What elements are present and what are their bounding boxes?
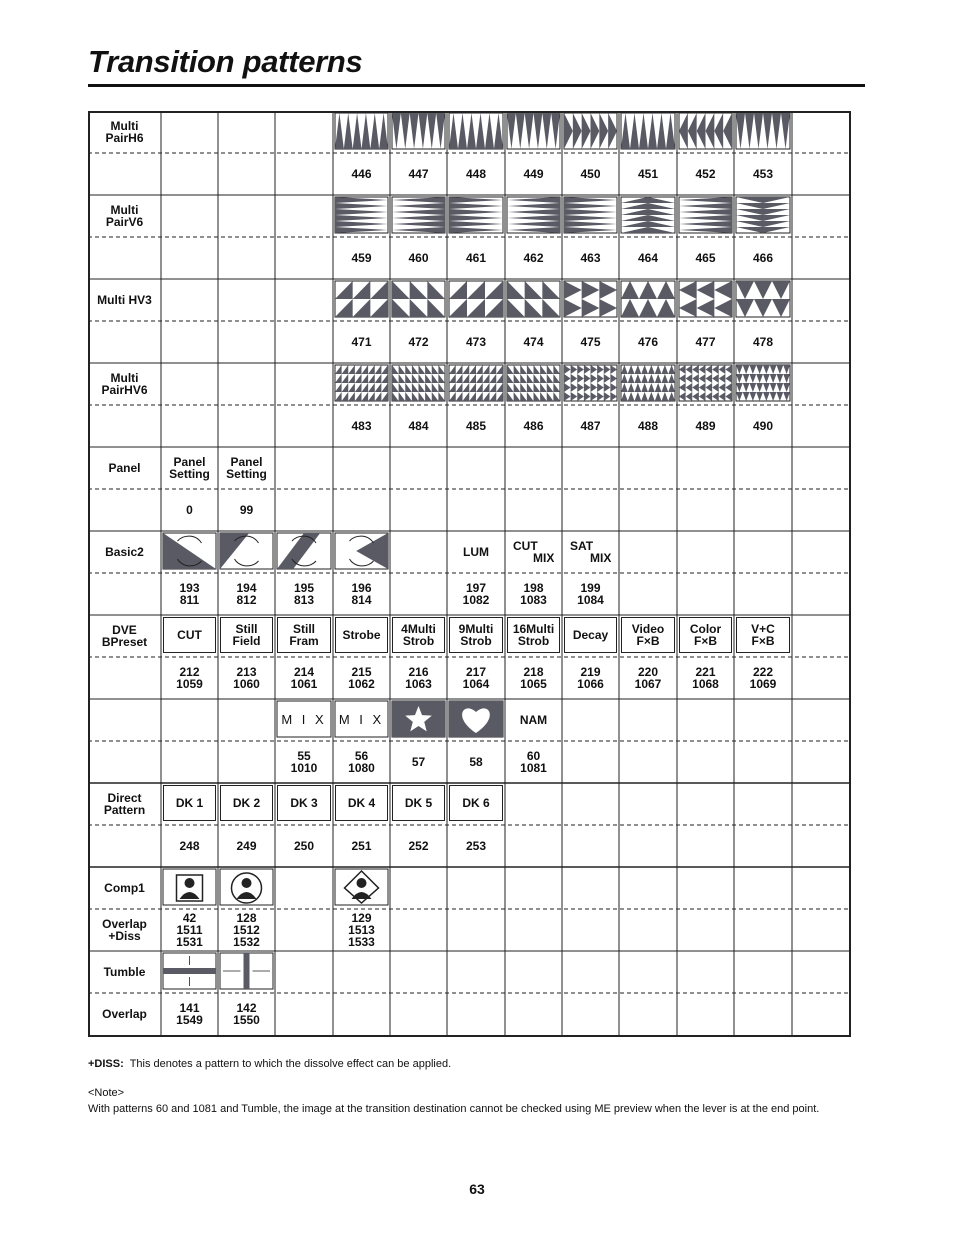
pattern-number: 252: [408, 839, 429, 853]
heart-icon: [449, 701, 503, 737]
pattern-number: 449: [523, 167, 544, 181]
pattern-number: 215 1062: [348, 665, 375, 691]
pattern-number: 219 1066: [577, 665, 604, 691]
fine-l-icon: [679, 365, 732, 401]
pattern-button: DK 6: [449, 785, 503, 821]
v-tri-up-icon: [621, 113, 675, 149]
h-arrow-left-icon: [679, 113, 732, 149]
pattern-number: 212 1059: [176, 665, 203, 691]
pattern-number: 474: [523, 335, 544, 349]
row-label: DVE BPreset: [101, 623, 148, 649]
mix-pattern-icon: [277, 701, 331, 737]
pattern-number: 472: [408, 335, 429, 349]
row-label: Direct Pattern: [103, 791, 146, 817]
pattern-button: Decay: [564, 617, 617, 653]
pattern-button: 4Multi Strob: [392, 617, 445, 653]
pattern-number: 477: [695, 335, 716, 349]
pattern-number: 248: [179, 839, 200, 853]
pattern-number: 464: [637, 251, 659, 265]
diss-note: [88, 1058, 451, 1071]
v-stack-up-icon: [621, 197, 675, 233]
pattern-number: 0: [186, 503, 193, 517]
table-grid: [88, 111, 851, 1037]
star-icon: [392, 701, 445, 737]
diag-b-icon: [507, 281, 560, 317]
fine-b-icon: [507, 365, 560, 401]
pattern-number: 463: [580, 251, 601, 265]
pattern-number: 216 1063: [405, 665, 432, 691]
pattern-number: 197 1082: [462, 581, 490, 607]
h-arrow-right-icon: [564, 113, 617, 149]
pattern-number: 99: [239, 503, 254, 517]
mix-label: M I X: [281, 712, 327, 727]
pattern-number: 199 1084: [577, 581, 604, 607]
person-silhouette-icon: [335, 869, 388, 905]
fine-a-icon: [449, 365, 503, 401]
pattern-button: V+C F×B: [736, 617, 790, 653]
pattern-number: 221 1068: [692, 665, 719, 691]
pattern-number: 218 1065: [520, 665, 547, 691]
row-label: Panel: [108, 461, 141, 475]
pattern-number: 473: [465, 335, 487, 349]
v-tri-down-icon: [736, 113, 790, 149]
fine-b-icon: [392, 365, 445, 401]
rot-a-icon: [163, 533, 216, 569]
rot-c-icon: [277, 533, 331, 569]
pattern-number: 486: [523, 419, 544, 433]
pattern-number: 471: [351, 335, 372, 349]
pattern-number: 487: [580, 419, 601, 433]
pattern-button: DK 2: [220, 785, 273, 821]
pattern-number: 451: [637, 167, 659, 181]
pattern-number: 217 1064: [462, 665, 490, 691]
pattern-number: 142 1550: [233, 1001, 260, 1027]
pattern-button: DK 3: [277, 785, 331, 821]
pattern-number: 484: [408, 419, 429, 433]
fine-r-icon: [564, 365, 617, 401]
fine-a-icon: [335, 365, 388, 401]
mix-pattern-icon: [335, 701, 388, 737]
pattern-number: 194 812: [236, 581, 257, 607]
pattern-number: 462: [523, 251, 544, 265]
row-label: Multi PairV6: [105, 203, 144, 229]
pattern-number: 58: [469, 755, 483, 769]
tumble-v-icon: [220, 953, 273, 989]
tri-right-icon: [564, 281, 617, 317]
row-label: Overlap +Diss: [102, 917, 147, 943]
fine-d-icon: [736, 365, 790, 401]
pattern-number: 198 1083: [520, 581, 547, 607]
transition-pattern-table: [88, 111, 851, 1037]
h-wedge-r-icon: [564, 197, 617, 233]
diss-text: This denotes a pattern to which the dissolve effect can be applied.: [129, 1058, 452, 1070]
h-wedge-l-icon: [392, 197, 445, 233]
page-title: Transition patterns: [88, 44, 363, 79]
diag-a-icon: [335, 281, 388, 317]
pattern-button: Still Field: [220, 617, 273, 653]
pattern-number: 459: [351, 251, 372, 265]
row-label: Basic2: [105, 545, 144, 559]
pattern-button: DK 4: [335, 785, 388, 821]
rot-d-icon: [335, 533, 388, 569]
tri-down-icon: [736, 281, 790, 317]
pattern-number: 196 814: [351, 581, 372, 607]
row-label: Overlap: [102, 1007, 147, 1021]
h-wedge-r-icon: [335, 197, 388, 233]
pattern-number: 450: [580, 167, 601, 181]
pattern-number: 57: [411, 755, 426, 769]
v-tri-down-icon: [507, 113, 560, 149]
pattern-number: 488: [637, 419, 659, 433]
pattern-number: 478: [752, 335, 774, 349]
pattern-number: 490: [752, 419, 774, 433]
pattern-number: 485: [465, 419, 487, 433]
pattern-number: 129 1513 1533: [348, 911, 375, 949]
v-tri-down-icon: [392, 113, 445, 149]
pattern-name: Panel Setting: [226, 455, 267, 481]
pattern-name: NAM: [519, 713, 548, 727]
pattern-number: 253: [465, 839, 487, 853]
pattern-number: 222 1069: [749, 665, 777, 691]
pattern-number: 214 1061: [290, 665, 318, 691]
v-tri-up-icon: [449, 113, 503, 149]
v-tri-up-icon: [335, 113, 388, 149]
note-heading: <Note>: [88, 1087, 125, 1099]
pattern-name: Panel Setting: [169, 455, 210, 481]
pattern-name: SAT MIX: [570, 539, 612, 565]
pattern-button: Video F×B: [621, 617, 675, 653]
note-text: With patterns 60 and 1081 and Tumble, the image at the transition destination cannot be checked using ME preview when the lever is at the end point.: [88, 1103, 820, 1115]
pattern-number: 141 1549: [176, 1001, 203, 1027]
pattern-number: 460: [408, 251, 429, 265]
pattern-name: LUM: [463, 545, 489, 559]
title-rule: [88, 84, 865, 87]
pattern-number: 466: [752, 251, 774, 265]
row-label: Multi PairHV6: [101, 371, 148, 397]
pattern-button: 16Multi Strob: [507, 617, 560, 653]
pattern-number: 250: [293, 839, 315, 853]
pattern-number: 56 1080: [348, 749, 375, 775]
pattern-name: CUT MIX: [513, 539, 555, 565]
pattern-number: 195 813: [293, 581, 315, 607]
fine-u-icon: [621, 365, 675, 401]
pattern-number: 448: [465, 167, 487, 181]
row-label: Comp1: [104, 881, 145, 895]
pattern-number: 476: [637, 335, 659, 349]
pattern-button: CUT: [163, 617, 216, 653]
pattern-number: 489: [695, 419, 716, 433]
pattern-number: 447: [408, 167, 429, 181]
v-stack-down-icon: [736, 197, 790, 233]
pattern-number: 465: [695, 251, 716, 265]
rot-b-icon: [220, 533, 273, 569]
pattern-button: Color F×B: [679, 617, 732, 653]
pattern-button: DK 5: [392, 785, 445, 821]
mix-label: M I X: [338, 712, 385, 727]
pattern-number: 446: [351, 167, 372, 181]
row-label: Multi HV3: [97, 293, 152, 307]
row-label: Multi PairH6: [105, 119, 144, 145]
row-label: Tumble: [103, 965, 146, 979]
pattern-number: 213 1060: [233, 665, 260, 691]
pattern-number: 475: [580, 335, 601, 349]
pattern-number: 483: [351, 419, 372, 433]
pattern-number: 249: [236, 839, 257, 853]
pattern-button: Still Fram: [277, 617, 331, 653]
diag-a-icon: [449, 281, 503, 317]
person-silhouette-icon: [220, 869, 273, 905]
pattern-button: Strobe: [335, 617, 388, 653]
pattern-number: 193 811: [179, 581, 200, 607]
page-number: 63: [469, 1181, 485, 1197]
h-wedge-r-icon: [449, 197, 503, 233]
pattern-number: 452: [695, 167, 716, 181]
tumble-h-icon: [163, 953, 216, 989]
pattern-number: 128 1512 1532: [233, 911, 260, 949]
tri-up-icon: [621, 281, 675, 317]
tri-left-icon: [679, 281, 732, 317]
pattern-number: 251: [351, 839, 372, 853]
pattern-number: 60 1081: [520, 749, 547, 775]
h-wedge-l-icon: [507, 197, 560, 233]
person-silhouette-icon: [163, 869, 216, 905]
pattern-number: 461: [465, 251, 487, 265]
pattern-number: 42 1511 1531: [176, 911, 203, 949]
pattern-button: 9Multi Strob: [449, 617, 503, 653]
pattern-number: 220 1067: [634, 665, 662, 691]
pattern-number: 55 1010: [290, 749, 318, 775]
diag-b-icon: [392, 281, 445, 317]
diss-term: +DISS:: [88, 1058, 124, 1070]
pattern-number: 453: [752, 167, 774, 181]
h-wedge-l-icon: [679, 197, 732, 233]
pattern-button: DK 1: [163, 785, 216, 821]
